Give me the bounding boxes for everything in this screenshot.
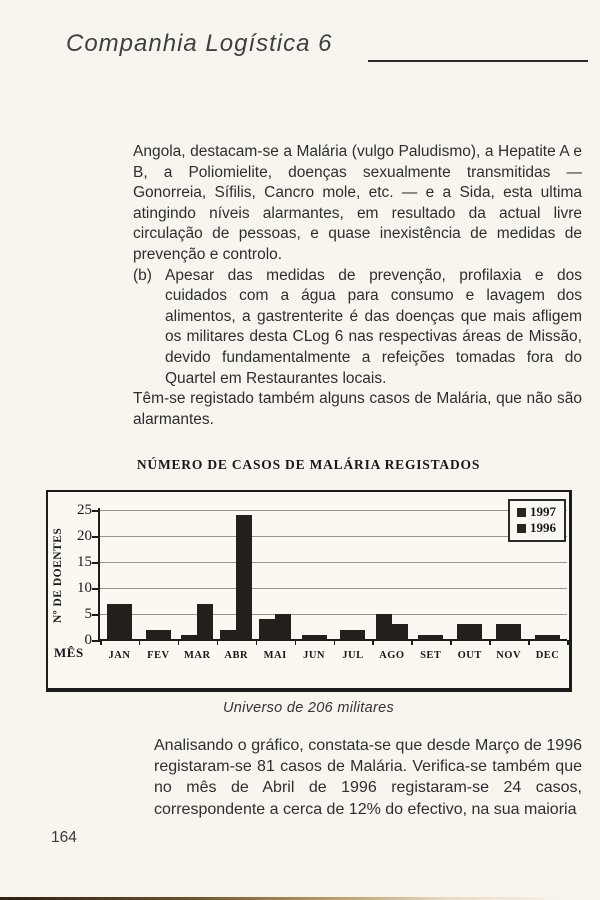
x-tick-label-out: OUT xyxy=(457,650,482,661)
chart-legend xyxy=(508,499,566,542)
x-tick-mark xyxy=(489,640,491,645)
bar-abr-1997 xyxy=(220,630,236,640)
bar-ago-1997 xyxy=(376,614,392,640)
bar-group-jul xyxy=(334,630,373,640)
paragraph-b xyxy=(133,266,582,390)
y-tick-mark-20 xyxy=(92,536,98,538)
x-tick-label-nov: NOV xyxy=(496,650,522,661)
bar-group-abr xyxy=(217,515,256,640)
bar-nov-1996 xyxy=(496,624,521,640)
bar-group-out xyxy=(450,624,489,640)
paragraph-b-text: Apesar das medidas de prevenção, profilaxia e dos cuidados com a água para consumo e lavagem dos alimentos, a gastrenterite é das doenças que mais afligem os militares desta CLog 6 nas respectivas áreas de Missão, devido fundamentalmente a refeições tomadas fora do Quartel em Restaurantes locais. xyxy=(165,266,582,387)
x-tick-mark xyxy=(334,640,336,645)
page-number: 164 xyxy=(51,829,77,846)
x-tick-label-fev: FEV xyxy=(147,650,170,661)
legend-swatch-icon-1996 xyxy=(517,524,526,533)
paragraph-intro: Angola, destacam-se a Malária (vulgo Paludismo), a Hepatite A e B, a Poliomielite, doenças sexualmente transmitidas — Gonorreia, Sífilis, Cancro mole, etc. — e a Sida, esta ultima atingindo níveis alarmantes, em resultado da actual livre circulação de pessoas, e quase inexistência de medidas de prevenção e controlo. xyxy=(133,143,582,263)
bar-group-nov xyxy=(489,624,528,640)
bar-group-fev xyxy=(139,630,178,640)
legend-swatch-icon-1997 xyxy=(517,508,526,517)
bar-fev-1997 xyxy=(146,630,171,640)
bar-group-ago xyxy=(372,614,411,640)
x-tick-label-jun: JUN xyxy=(303,650,325,661)
bar-mai-1997 xyxy=(259,619,275,640)
x-tick-mark xyxy=(217,640,219,645)
legend-label-1997: 1997 xyxy=(530,504,556,519)
y-tick-label-15: 15 xyxy=(77,554,92,570)
y-tick-label-25: 25 xyxy=(77,502,92,518)
bar-group-dec xyxy=(528,635,567,640)
x-axis-label: MÊS xyxy=(54,645,84,660)
bar-group-jun xyxy=(295,635,334,640)
x-tick-mark xyxy=(528,640,530,645)
plot-area xyxy=(100,510,567,640)
y-tick-label-5: 5 xyxy=(84,606,92,622)
bar-set-1996 xyxy=(418,635,443,640)
gridline-5 xyxy=(100,614,567,615)
x-tick-label-jul: JUL xyxy=(342,650,364,661)
bar-dec-1996 xyxy=(535,635,560,640)
legend-item-1997 xyxy=(517,504,556,520)
bar-mai-1996 xyxy=(275,614,291,640)
x-tick-mark xyxy=(450,640,452,645)
bar-abr-1996 xyxy=(236,515,252,640)
y-tick-label-0: 0 xyxy=(84,632,92,648)
y-tick-mark-5 xyxy=(92,614,98,616)
bar-mar-1996 xyxy=(197,604,213,640)
bar-group-set xyxy=(411,635,450,640)
x-tick-mark xyxy=(372,640,374,645)
paragraph-b-label: (b) xyxy=(133,266,152,284)
x-tick-mark xyxy=(139,640,141,645)
malaria-bar-chart xyxy=(46,490,572,692)
bar-group-mar xyxy=(178,604,217,640)
bar-jul-1996 xyxy=(340,630,365,640)
x-tick-mark xyxy=(178,640,180,645)
x-tick-mark xyxy=(411,640,413,645)
header-rule xyxy=(368,60,588,62)
x-tick-label-dec: DEC xyxy=(535,650,560,661)
bar-jan-1997 xyxy=(107,604,132,640)
y-tick-mark-0 xyxy=(92,640,98,642)
bar-group-mai xyxy=(256,614,295,640)
gridline-15 xyxy=(100,562,567,563)
bar-jun-1996 xyxy=(302,635,327,640)
body-text xyxy=(133,142,582,430)
bar-mar-1997 xyxy=(181,635,197,640)
x-tick-mark xyxy=(256,640,258,645)
chart-title: NÚMERO DE CASOS DE MALÁRIA REGISTADOS xyxy=(136,457,481,472)
gridline-20 xyxy=(100,536,567,537)
x-tick-label-jan: JAN xyxy=(108,650,131,661)
legend-item-1996 xyxy=(517,520,556,536)
bar-ago-1996 xyxy=(392,624,408,640)
y-tick-mark-15 xyxy=(92,562,98,564)
x-tick-label-set: SET xyxy=(420,650,442,661)
closing-paragraph: Analisando o gráfico, constata-se que desde Março de 1996 registaram-se 81 casos de Malária. Verifica-se também que no mês de Abril de 1996 registaram-se 24 casos, correspondente a cerca de 12% do efectivo, na sua maioria xyxy=(154,737,582,818)
x-tick-mark xyxy=(100,640,102,645)
x-tick-label-ago: AGO xyxy=(379,650,405,661)
y-tick-mark-10 xyxy=(92,588,98,590)
x-tick-label-mai: MAI xyxy=(263,650,287,661)
x-tick-mark xyxy=(295,640,297,645)
y-tick-label-10: 10 xyxy=(77,580,92,596)
page-title: Companhia Logística 6 xyxy=(66,30,333,57)
y-axis-label: Nº DE DOENTES xyxy=(52,527,64,623)
y-tick-mark-25 xyxy=(92,510,98,512)
legend-label-1996: 1996 xyxy=(530,520,556,535)
x-tick-label-abr: ABR xyxy=(224,650,249,661)
x-tick-label-mar: MAR xyxy=(183,650,211,661)
gridline-10 xyxy=(100,588,567,589)
chart-caption: Universo de 206 militares xyxy=(222,700,395,716)
paragraph-b-note: Têm-se registado também alguns casos de Malária, que não são alarmantes. xyxy=(133,390,582,428)
bar-out-1996 xyxy=(457,624,482,640)
bar-group-jan xyxy=(100,604,139,640)
x-tick-mark xyxy=(567,640,569,645)
gridline-25 xyxy=(100,510,567,511)
y-tick-label-20: 20 xyxy=(77,528,92,544)
